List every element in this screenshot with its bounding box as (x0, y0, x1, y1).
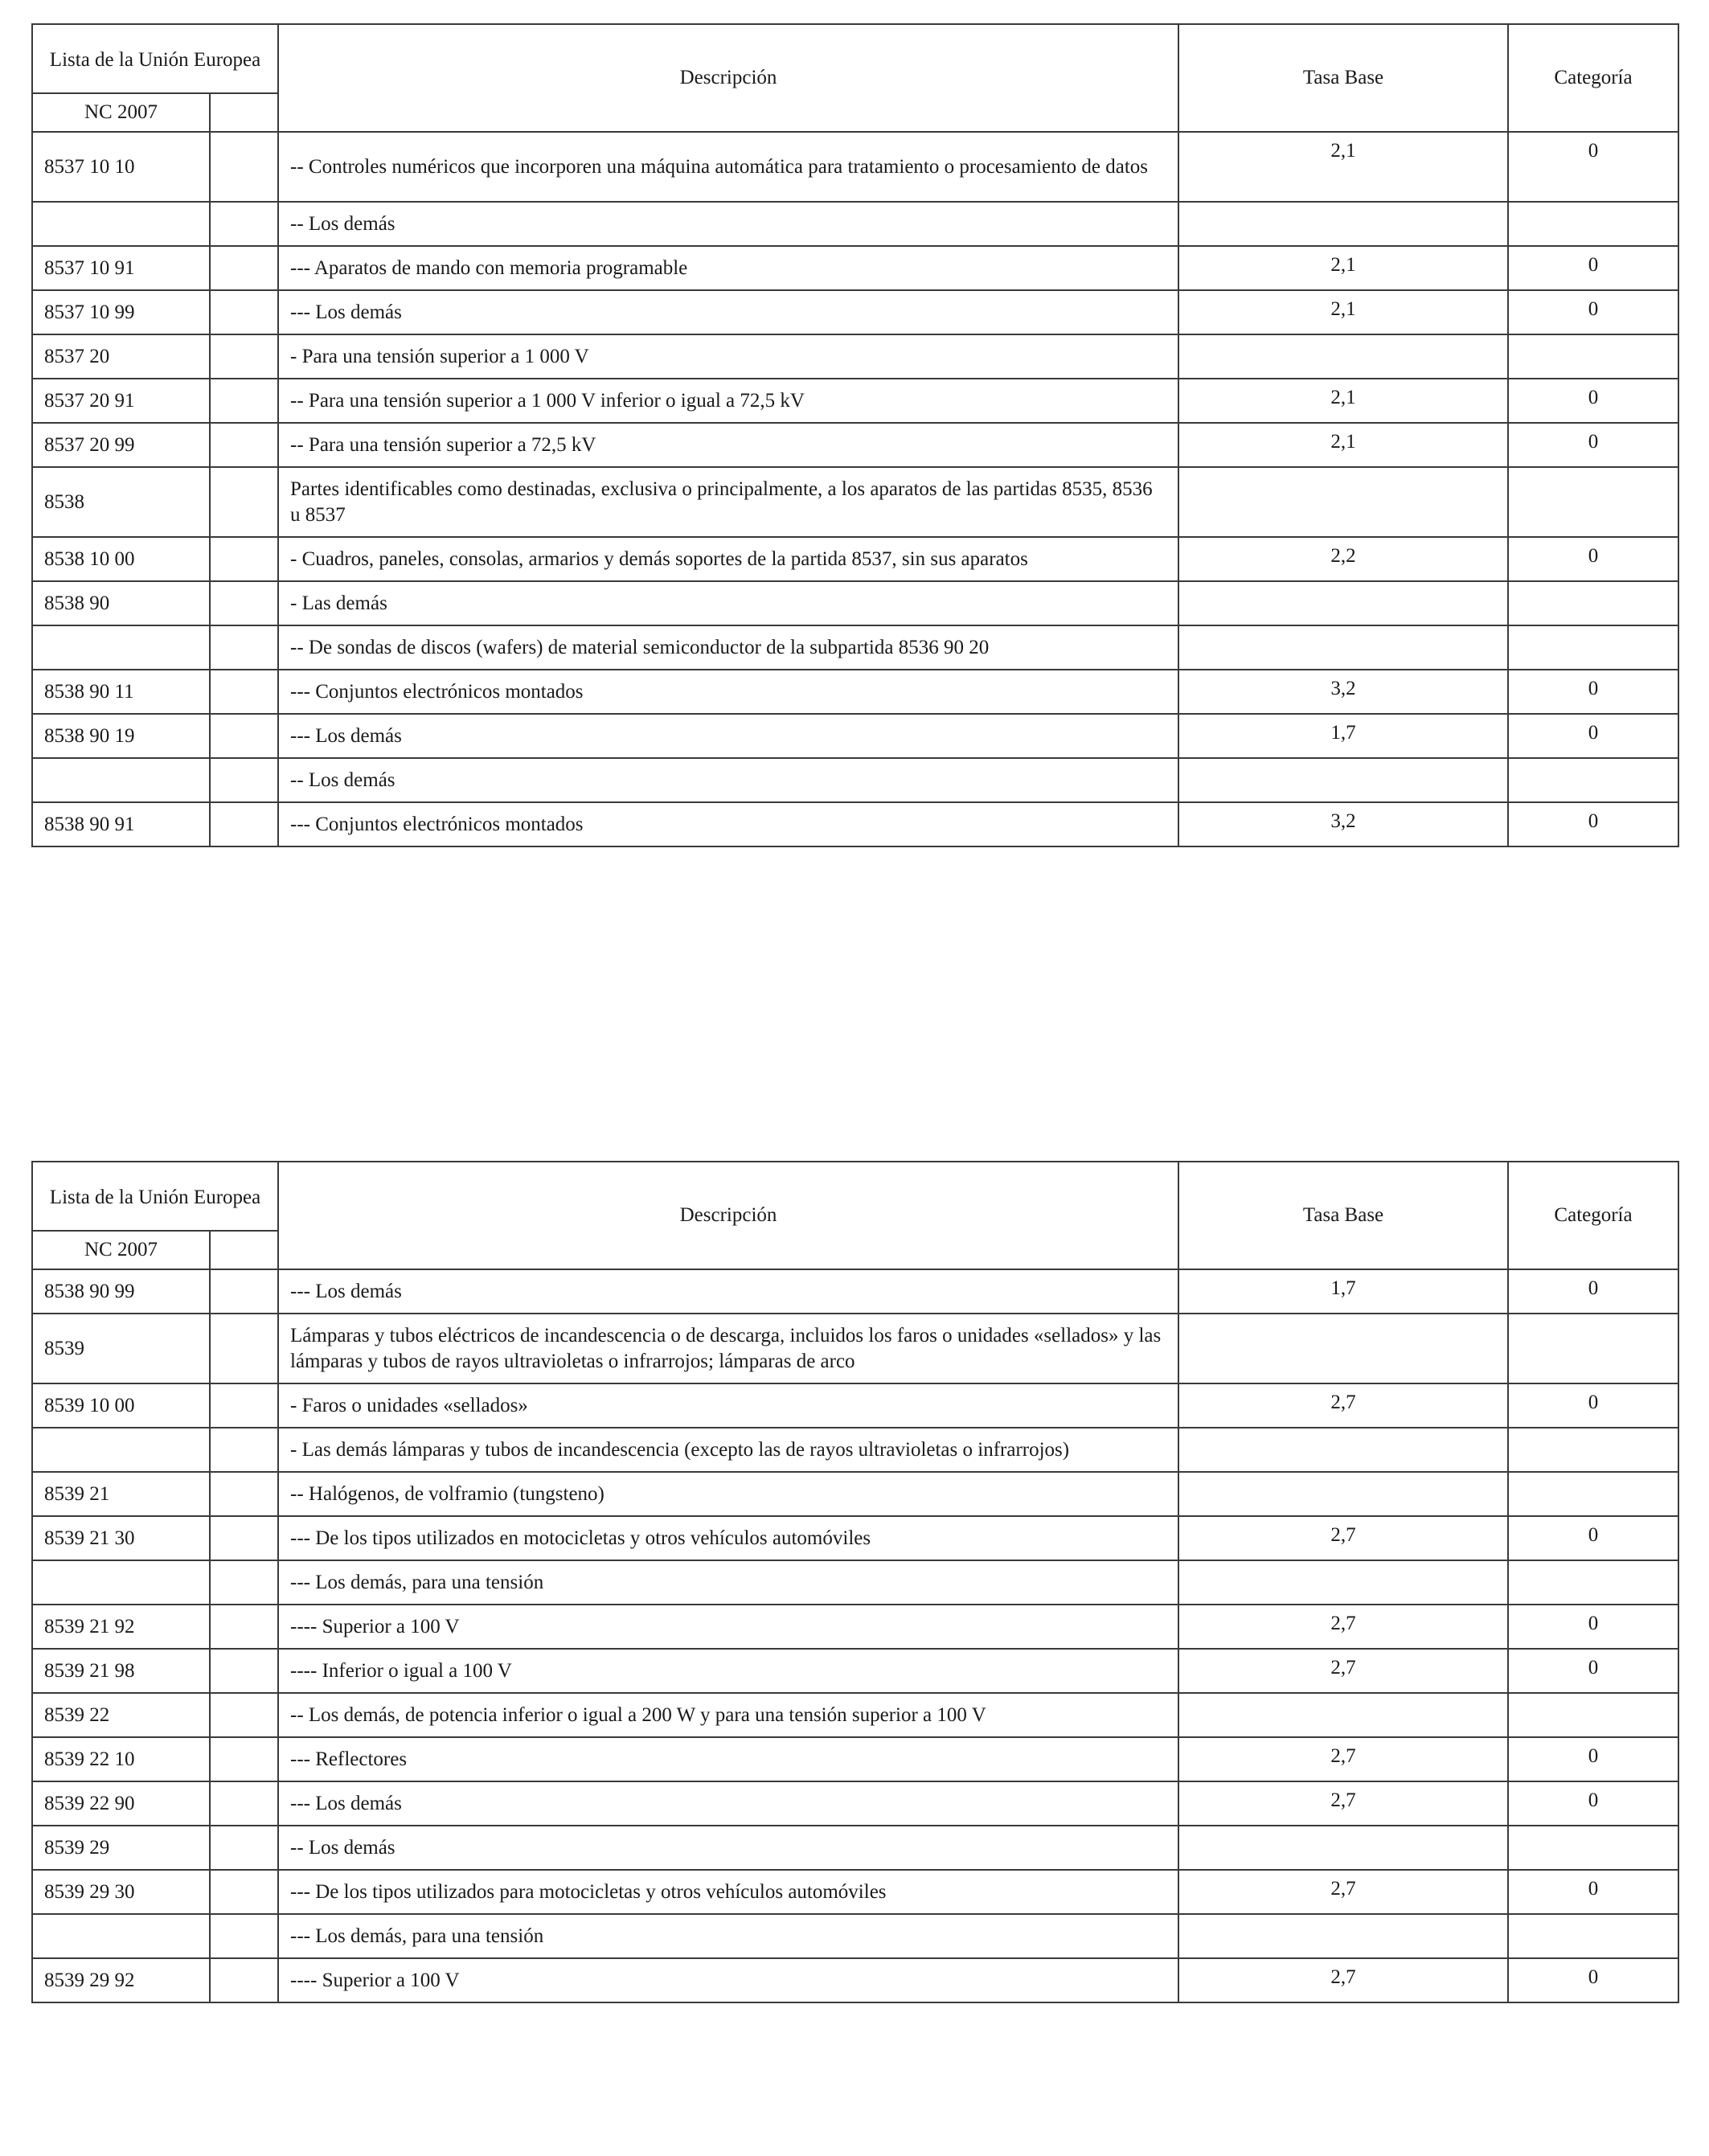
table-row (32, 1781, 1678, 1826)
code-cell: 8539 22 (32, 1693, 210, 1737)
blank-cell (210, 714, 278, 758)
table-row (32, 1516, 1678, 1560)
header-nc-2007: NC 2007 (32, 93, 210, 132)
table-row (32, 290, 1678, 334)
header-blank (210, 1231, 278, 1269)
header-description: Descripción (278, 1162, 1178, 1269)
description-cell: ---- Superior a 100 V (278, 1605, 1178, 1649)
rate-cell: 2,1 (1178, 132, 1508, 202)
rate-cell: 2,2 (1178, 537, 1508, 581)
blank-cell (210, 537, 278, 581)
description-cell: -- Halógenos, de volframio (tungsteno) (278, 1472, 1178, 1516)
blank-cell (210, 379, 278, 423)
code-cell: 8539 29 92 (32, 1958, 210, 2002)
rate-cell: 2,7 (1178, 1737, 1508, 1781)
blank-cell (210, 758, 278, 802)
category-cell (1508, 758, 1678, 802)
code-cell: 8538 10 00 (32, 537, 210, 581)
rate-cell (1178, 1428, 1508, 1472)
category-cell: 0 (1508, 1269, 1678, 1314)
blank-cell (210, 467, 278, 537)
table-row (32, 1269, 1678, 1314)
category-cell (1508, 581, 1678, 625)
description-cell: --- Los demás (278, 290, 1178, 334)
table-row (32, 1914, 1678, 1958)
category-cell (1508, 1826, 1678, 1870)
table-row (32, 1826, 1678, 1870)
description-cell: --- Los demás (278, 1269, 1178, 1314)
table-row (32, 246, 1678, 290)
rate-cell (1178, 1826, 1508, 1870)
rate-cell (1178, 625, 1508, 670)
header-nc-2007: NC 2007 (32, 1231, 210, 1269)
description-cell: - Las demás (278, 581, 1178, 625)
header-description: Descripción (278, 24, 1178, 132)
table-row (32, 334, 1678, 379)
blank-cell (210, 670, 278, 714)
rate-cell: 2,1 (1178, 379, 1508, 423)
description-cell: --- Los demás, para una tensión (278, 1560, 1178, 1605)
category-cell: 0 (1508, 290, 1678, 334)
description-cell: --- Los demás, para una tensión (278, 1914, 1178, 1958)
table-row (32, 537, 1678, 581)
table-row (32, 670, 1678, 714)
category-cell: 0 (1508, 714, 1678, 758)
table-row (32, 132, 1678, 202)
blank-cell (210, 1826, 278, 1870)
rate-cell: 2,7 (1178, 1605, 1508, 1649)
rate-cell: 2,7 (1178, 1516, 1508, 1560)
table-row (32, 1958, 1678, 2002)
description-cell: --- Los demás (278, 714, 1178, 758)
code-cell: 8537 10 91 (32, 246, 210, 290)
header-eu-list: Lista de la Unión Europea (32, 24, 278, 93)
code-cell (32, 202, 210, 246)
category-cell: 0 (1508, 1383, 1678, 1428)
description-cell: --- Reflectores (278, 1737, 1178, 1781)
description-cell: -- Los demás (278, 202, 1178, 246)
table-row (32, 1870, 1678, 1914)
code-cell (32, 758, 210, 802)
category-cell: 0 (1508, 1958, 1678, 2002)
blank-cell (210, 1472, 278, 1516)
description-cell: -- Los demás (278, 758, 1178, 802)
category-cell: 0 (1508, 379, 1678, 423)
blank-cell (210, 1428, 278, 1472)
category-cell: 0 (1508, 423, 1678, 467)
blank-cell (210, 1649, 278, 1693)
code-cell: 8537 20 99 (32, 423, 210, 467)
table-header (32, 24, 1678, 132)
blank-cell (210, 1958, 278, 2002)
description-cell: --- Conjuntos electrónicos montados (278, 670, 1178, 714)
rate-cell: 1,7 (1178, 714, 1508, 758)
category-cell: 0 (1508, 1781, 1678, 1826)
code-cell (32, 625, 210, 670)
code-cell: 8539 (32, 1314, 210, 1383)
description-cell: --- De los tipos utilizados en motocicletas y otros vehículos automóviles (278, 1516, 1178, 1560)
blank-cell (210, 1605, 278, 1649)
blank-cell (210, 290, 278, 334)
rate-cell (1178, 1472, 1508, 1516)
header-category: Categoría (1508, 1162, 1678, 1269)
header-category: Categoría (1508, 24, 1678, 132)
rate-cell: 2,7 (1178, 1383, 1508, 1428)
blank-cell (210, 246, 278, 290)
category-cell: 0 (1508, 1516, 1678, 1560)
blank-cell (210, 132, 278, 202)
category-cell: 0 (1508, 246, 1678, 290)
description-cell: -- Para una tensión superior a 1 000 V inferior o igual a 72,5 kV (278, 379, 1178, 423)
category-cell (1508, 467, 1678, 537)
code-cell: 8537 20 91 (32, 379, 210, 423)
rate-cell (1178, 1314, 1508, 1383)
rate-cell (1178, 581, 1508, 625)
blank-cell (210, 1737, 278, 1781)
table-row (32, 625, 1678, 670)
table-row (32, 467, 1678, 537)
description-cell: -- Los demás, de potencia inferior o igual a 200 W y para una tensión superior a 100 V (278, 1693, 1178, 1737)
blank-cell (210, 1914, 278, 1958)
category-cell (1508, 1314, 1678, 1383)
category-cell: 0 (1508, 537, 1678, 581)
blank-cell (210, 1560, 278, 1605)
category-cell (1508, 1914, 1678, 1958)
blank-cell (210, 1781, 278, 1826)
header-base-rate: Tasa Base (1178, 24, 1508, 132)
rate-cell: 3,2 (1178, 670, 1508, 714)
description-cell: - Faros o unidades «sellados» (278, 1383, 1178, 1428)
code-cell: 8538 (32, 467, 210, 537)
blank-cell (210, 1516, 278, 1560)
description-cell: - Cuadros, paneles, consolas, armarios y demás soportes de la partida 8537, sin sus aparatos (278, 537, 1178, 581)
blank-cell (210, 202, 278, 246)
table-row (32, 758, 1678, 802)
code-cell: 8538 90 11 (32, 670, 210, 714)
code-cell (32, 1914, 210, 1958)
code-cell: 8537 20 (32, 334, 210, 379)
description-cell: -- Los demás (278, 1826, 1178, 1870)
code-cell: 8539 22 10 (32, 1737, 210, 1781)
table-row (32, 1693, 1678, 1737)
table-header (32, 1162, 1678, 1269)
category-cell (1508, 1428, 1678, 1472)
code-cell: 8538 90 19 (32, 714, 210, 758)
category-cell (1508, 334, 1678, 379)
table-row (32, 423, 1678, 467)
rate-cell (1178, 202, 1508, 246)
header-base-rate: Tasa Base (1178, 1162, 1508, 1269)
table-row (32, 1314, 1678, 1383)
table-row (32, 1649, 1678, 1693)
category-cell (1508, 625, 1678, 670)
code-cell: 8539 21 92 (32, 1605, 210, 1649)
code-cell: 8539 10 00 (32, 1383, 210, 1428)
rate-cell: 3,2 (1178, 802, 1508, 846)
header-blank (210, 93, 278, 132)
code-cell: 8537 10 99 (32, 290, 210, 334)
rate-cell (1178, 758, 1508, 802)
description-cell: -- Controles numéricos que incorporen una máquina automática para tratamiento o procesamiento de datos (278, 132, 1178, 202)
blank-cell (210, 1269, 278, 1314)
blank-cell (210, 1383, 278, 1428)
code-cell: 8537 10 10 (32, 132, 210, 202)
table-row (32, 379, 1678, 423)
category-cell: 0 (1508, 1649, 1678, 1693)
rate-cell: 2,7 (1178, 1870, 1508, 1914)
category-cell: 0 (1508, 132, 1678, 202)
blank-cell (210, 334, 278, 379)
table-row (32, 1383, 1678, 1428)
rate-cell: 2,1 (1178, 290, 1508, 334)
rate-cell: 1,7 (1178, 1269, 1508, 1314)
description-cell: Partes identificables como destinadas, exclusiva o principalmente, a los aparatos de las partidas 8535, 8536 u 8537 (278, 467, 1178, 537)
category-cell: 0 (1508, 1737, 1678, 1781)
category-cell: 0 (1508, 1870, 1678, 1914)
description-cell: --- De los tipos utilizados para motocicletas y otros vehículos automóviles (278, 1870, 1178, 1914)
rate-cell (1178, 1560, 1508, 1605)
blank-cell (210, 1314, 278, 1383)
code-cell: 8539 29 (32, 1826, 210, 1870)
code-cell: 8539 21 (32, 1472, 210, 1516)
table-row (32, 202, 1678, 246)
description-cell: - Las demás lámparas y tubos de incandescencia (excepto las de rayos ultravioletas o infrarrojos) (278, 1428, 1178, 1472)
code-cell: 8538 90 (32, 581, 210, 625)
description-cell: --- Conjuntos electrónicos montados (278, 802, 1178, 846)
table-row (32, 1737, 1678, 1781)
code-cell (32, 1428, 210, 1472)
category-cell (1508, 1693, 1678, 1737)
code-cell: 8538 90 99 (32, 1269, 210, 1314)
rate-cell: 2,7 (1178, 1781, 1508, 1826)
table-row (32, 1605, 1678, 1649)
description-cell: Lámparas y tubos eléctricos de incandescencia o de descarga, incluidos los faros o unidades «sellados» y las lámparas y tubos de rayos ultravioletas o infrarrojos; lámparas de arco (278, 1314, 1178, 1383)
rate-cell: 2,1 (1178, 246, 1508, 290)
rate-cell (1178, 1693, 1508, 1737)
tariff-table-1 (31, 23, 1679, 847)
blank-cell (210, 423, 278, 467)
rate-cell (1178, 467, 1508, 537)
rate-cell: 2,1 (1178, 423, 1508, 467)
tariff-table-2 (31, 1161, 1679, 2003)
table-row (32, 802, 1678, 846)
description-cell: ---- Superior a 100 V (278, 1958, 1178, 2002)
header-eu-list: Lista de la Unión Europea (32, 1162, 278, 1231)
code-cell: 8539 22 90 (32, 1781, 210, 1826)
category-cell (1508, 1560, 1678, 1605)
blank-cell (210, 625, 278, 670)
rate-cell (1178, 1914, 1508, 1958)
table-row (32, 1560, 1678, 1605)
rate-cell: 2,7 (1178, 1958, 1508, 2002)
description-cell: --- Aparatos de mando con memoria programable (278, 246, 1178, 290)
description-cell: -- De sondas de discos (wafers) de material semiconductor de la subpartida 8536 90 20 (278, 625, 1178, 670)
blank-cell (210, 1693, 278, 1737)
table-row (32, 581, 1678, 625)
category-cell (1508, 1472, 1678, 1516)
code-cell: 8539 21 98 (32, 1649, 210, 1693)
category-cell: 0 (1508, 670, 1678, 714)
blank-cell (210, 1870, 278, 1914)
category-cell: 0 (1508, 802, 1678, 846)
category-cell (1508, 202, 1678, 246)
description-cell: -- Para una tensión superior a 72,5 kV (278, 423, 1178, 467)
description-cell: - Para una tensión superior a 1 000 V (278, 334, 1178, 379)
description-cell: ---- Inferior o igual a 100 V (278, 1649, 1178, 1693)
code-cell: 8538 90 91 (32, 802, 210, 846)
rate-cell: 2,7 (1178, 1649, 1508, 1693)
code-cell: 8539 21 30 (32, 1516, 210, 1560)
table-row (32, 1472, 1678, 1516)
blank-cell (210, 802, 278, 846)
blank-cell (210, 581, 278, 625)
table-row (32, 714, 1678, 758)
rate-cell (1178, 334, 1508, 379)
category-cell: 0 (1508, 1605, 1678, 1649)
table-row (32, 1428, 1678, 1472)
code-cell (32, 1560, 210, 1605)
code-cell: 8539 29 30 (32, 1870, 210, 1914)
description-cell: --- Los demás (278, 1781, 1178, 1826)
